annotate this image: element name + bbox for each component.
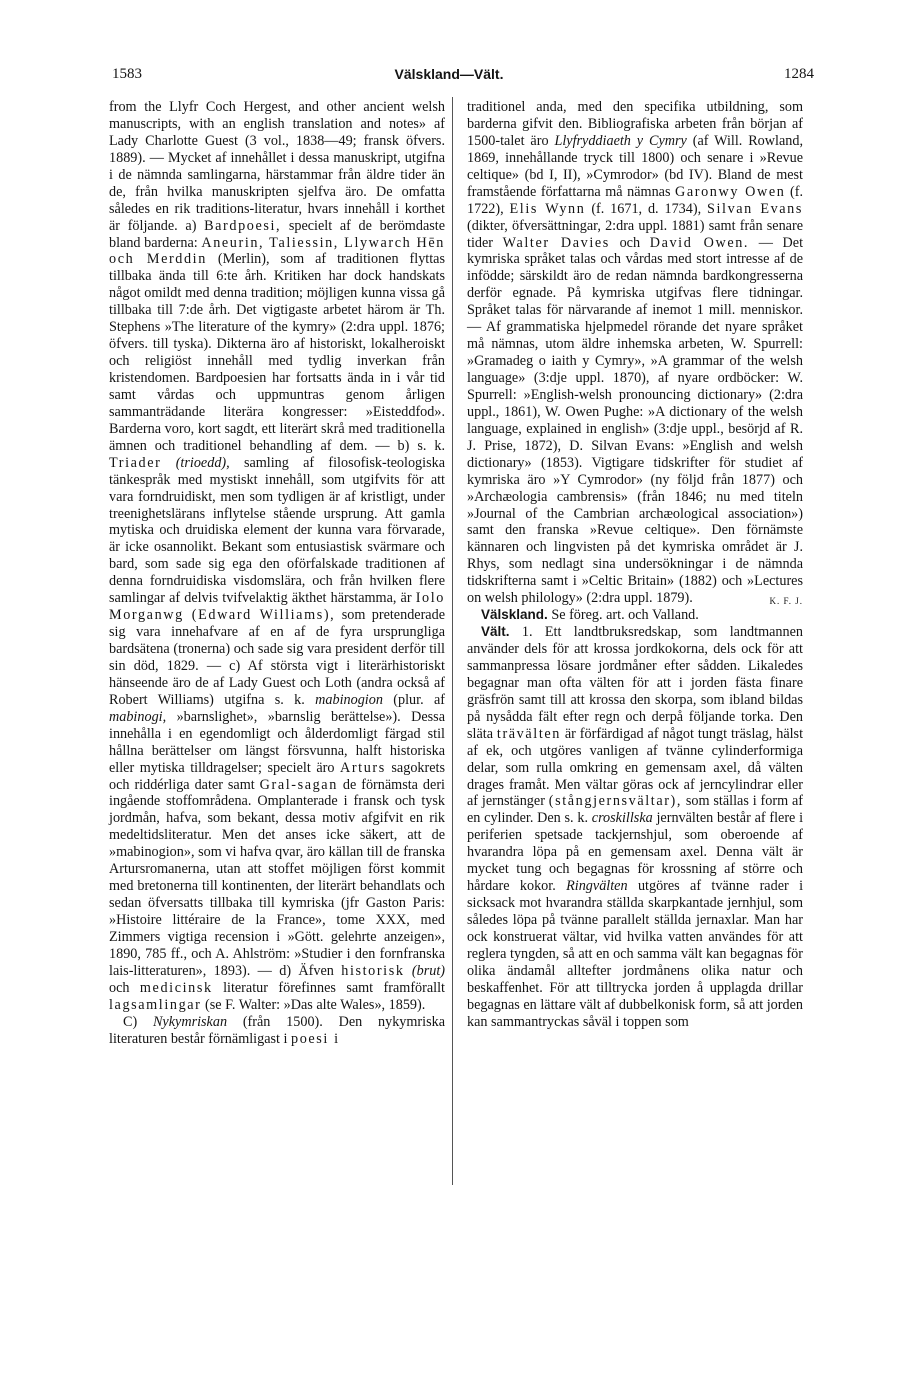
author-signature: K. F. J. — [769, 596, 803, 607]
nykymriskan-paragraph: C) Nykymriskan (från 1500). Den nykymriska literaturen består förnämligast i poesi i — [109, 1013, 445, 1047]
running-title: Välskland—Vält. — [394, 66, 504, 82]
left-column — [109, 99, 445, 1048]
entry-heading-valskland: Välskland. — [481, 607, 548, 623]
entry-heading-valt: Vält. — [481, 624, 510, 640]
page-number-right: 1284 — [784, 66, 814, 82]
page-number-left: 1583 — [112, 66, 142, 82]
entry-valt: Vält. 1. Ett landtbruksredskap, som landtmannen använder dels för att krossa jordkokorna, dels ock för att sammanpressa lösare jordmåner efter sådden. Likaledes begagnar man ofta välten för att i jorden fästa finare gräsfrön samt till att krossa den skorpa, som ibland bildas på nysådda fält efter regn och derpå följande torka. Den släta trävälten är förfärdigad af något tungt träslag, hälst af ek, och utgöres vanligen af tvänne cylinderformiga delar, som rulla omkring en gemensam axel, då välten drages framåt. Men vältar göras ock af jerncylindrar eller af jernstänger (stångjernsvältar), som ställas i form af en cylinder. Den s. k. croskillska jernvälten består af flere i periferien spetsade tackjernshjul, som oberoende af hvarandra löpa på en gemensam axel. Denna vält är mycket tung och begagnas för krossning af större och hårdare kokor. Ringvälten utgöres af tvänne rader i sicksack mot hvarandra ställda skarpkantade jernhjul, som således löpa på tvänne parallelt ställda jernaxlar. Man har ock konstruerat vältar, vid hvilka vatten användes för att reglera tyngden, så att en och samma vält kan begagnas för olika ändamål alltefter jordmånens olika natur och beskaffenhet. För att tilltrycka jorden å upplagda drillar begagnas en lättare vält af dubbelkonisk form, så att jorden kan sammantryckas såväl i toppen som — [467, 624, 804, 1030]
entry-valskland: Välskland. Se föreg. art. och Valland. — [481, 607, 699, 624]
right-column — [467, 99, 803, 1031]
modern-welsh-paragraph: traditionel anda, med den specifika utbildning, som barderna gifvit den. Bibliografiska arbeten från början af 1500-talet äro Llyfryddiaeth y Cymry (af Will. Rowland, 1869, innehållande tryck till 1800) och senare i »Revue celtique» (bd I, II), »Cymrodor» (bd IV). Bland de mest framstående författarna må nämnas Garonwy Owen (f. 1722), Elis Wynn (f. 1671, d. 1734), Silvan Evans (dikter, öfversättningar, 2:dra uppl. 1881) samt från senare tider Walter Davies och David Owen. — Det kymriska språket talas och vårdas med stort intresse af de infödde; särskildt äro de redan nämnda bardkongresserna derför egnade. På kymriska utgifvas flere tidningar. Språket talas för närvarande af inemot 1 mill. menniskor. — Af grammatiska hjelpmedel rörande det nyare språket må nämnas, utom äldre inhemska arbeten, W. Spurrell: »Gramadeg o iaith y Cymry», »A grammar of the welsh language» (3:dje uppl. 1870), af nyare ordböcker: W. Spurrell: »English-welsh pronouncing dictionary» (2:dra uppl., 1861), W. Owen Pughe: »A dictionary of the welsh language, explained in english» (3:dje uppl., besörjd af R. J. Prise, 1872), D. Silvan Evans: »English and welsh dictionary» (1853). Vigtigare tidskrifter för studiet af kymriska äro »Y Cymrodor» (ny följd från 1877) och »Archæologia cambrensis» (från 1846; nu med titeln »Journal of the Cambrian archæological association») samt den franska »Revue celtique». Den förnämste kännaren och lingvisten på det kymriska området är J. Rhys, som nedlagt sina undersökningar i de nämnda tidskrifterna samt i »Celtic Britain» (1882) och »Lectures on welsh philology» (2:dra uppl. 1879). K. F. J. — [467, 99, 803, 607]
column-divider — [452, 97, 453, 1185]
bardic-literature-paragraph: from the Llyfr Coch Hergest, and other ancient welsh manuscripts, with an english translation and notes» af Lady Charlotte Guest (3 vol., 1838—49; fransk öfvers. 1889). — Mycket af innehållet i dessa manuskript, utgifna i de nämnda samlingarna, härstammar från äldre tider än de, från hvilka manuskripten sjelfva äro. De omfatta således en rik traditions-literatur, hvars innehåll i korthet är följande. a) Bardpoesi, specielt af de berömdaste bland barderna: Aneurin, Taliessin, Llywarch Hēn och Merddin (Merlin), som af traditionen flyttas tillbaka ända till 6:te årh. Kritiken har dock handskats något omildt med denna tradition; möjligen kunna vissa gå tillbaka till 7:de årh. Det vigtigaste arbetet härom är Th. Stephens »The literature of the kymry» (2:dra uppl. 1876; öfvers. till tyska). Dikterna äro af historiskt, lokalheroiskt och religiöst innehåll med tydlig inverkan från kristendomen. Bardpoesien har fortsatts ända in i vår tid samt vårdas och uppmuntras genom årligen sammanträdande literära kongresser: »Eisteddfod». Barderna voro, kort sagdt, ett literärt skrå med traditionella ämnen och traditionel behandling af dem. — b) s. k. Triader (trioedd), samling af filosofisk-teologiska tänkespråk med mystiskt innehåll, som utgifvits för att vara forndruidiskt, men som tydligen är af kristligt, under treenighetslärans inflytelse stående ursprung. Att gamla mytiska och druidiska element der kunna vara förvarade, är icke osannolikt. Bekant som entusiastisk svärmare och bard, som sade sig ega den oförfalskade traditionen af denna forndruidiska visdomslära, och från hvilken flere samlingar af delvis tvifvelaktig äkthet härstamma, är Iolo Morganwg (Edward Williams), som pretenderade sig vara innehafvare af en af de fyra ursprungliga bardsätena (tronerna) och sade sig vara president derför till sin död, 1829. — c) Af största vigt i literärhistoriskt hänseende äro de af Lady Guest och Loth (andra också af Robert Williams) utgifna s. k. mabinogion (plur. af mabinogi, »barnslighet», »barnslig berättelse»). Dessa innehålla i en egendomligt och ålderdomligt färgad stil hållna berättelser om längst försvunna, halft historiska eller mytiska tilldragelser; specielt äro Arturs sagokrets och riddérliga dater samt Gral-sagan de förnämsta deri ingående stoffområdena. Omplanterade i fransk och tysk jordmån, hafva, som bekant, dessa motiv afgifvit en rik medeltidsliteratur. Men det anses icke säkert, att de »mabinogion», som vi hafva qvar, äro källan till de franska Artursromanerna, utan att stoffet möjligen först kommit med bretonerna till kontinenten, der literärt behandlats och sedan öfversatts tillbaka till kymriska (jfr Gaston Paris: »Histoire littéraire de la France», tome XXX, med Zimmers vigtiga recension i »Gött. gelehrte anzeigen», 1890, 785 ff., och A. Ahlström: »Studier i den fornfranska lais-litteraturen», 1893). — d) Äfven historisk (brut) och medicinsk literatur förefinnes samt framförallt lagsamlingar (se F. Walter: »Das alte Wales», 1859). — [109, 99, 446, 1013]
page-header — [84, 66, 814, 86]
